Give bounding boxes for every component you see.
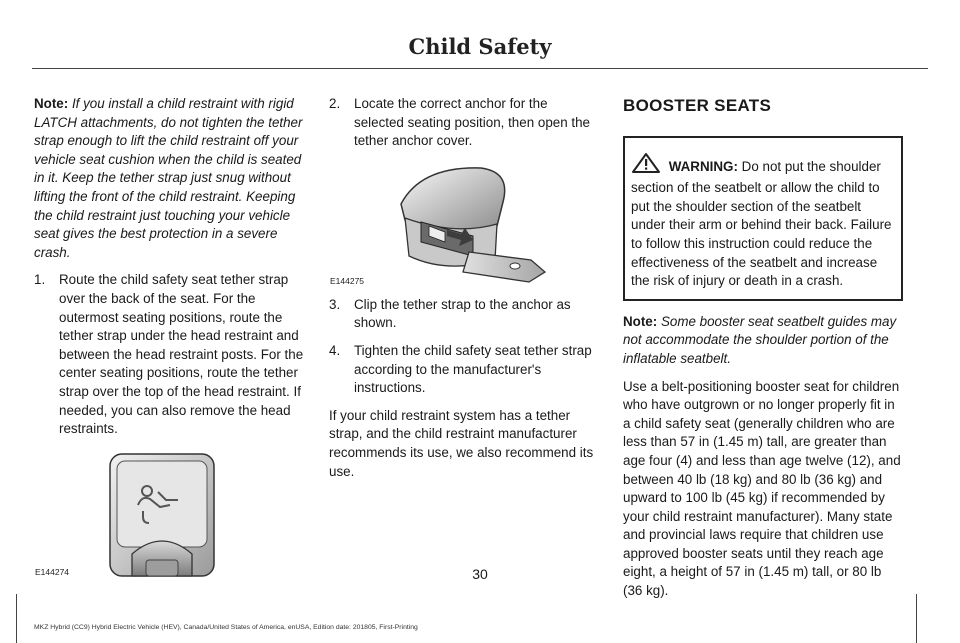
figure-label: E144275 xyxy=(330,275,365,286)
note-label: Note: xyxy=(623,313,658,329)
list-item xyxy=(329,296,601,333)
step-number: 1. xyxy=(34,272,46,288)
figure-label: E144274 xyxy=(35,566,70,577)
page-number: 30 xyxy=(472,566,488,582)
crop-mark xyxy=(16,594,17,643)
step-text: Locate the correct anchor for the selected seating position, then open the tether anchor cover. xyxy=(354,96,590,149)
warning-text: Do not put the shoulder section of the seatbelt or allow the child to put the shoulder section of the seatbelt under their arm or behind their back. Failure to follow this instruction could reduce the effectiveness of the seatbelt and increase the risk of injury or death in a crash. xyxy=(631,158,892,289)
crop-mark xyxy=(916,594,917,643)
step-text: Route the child safety seat tether strap over the back of the seat. For the outermost seating positions, route the tether strap under the head restraint and between the head restraint posts. For the center seating positions, route the tether strap over the top of the head restraint. If needed, you can also remove the head restraints. xyxy=(59,272,304,437)
header-divider xyxy=(32,68,928,69)
figure-tether-anchor-cover xyxy=(329,160,601,288)
body-paragraph: Use a belt-positioning booster seat for children who have outgrown or no longer properly fit in a child safety seat (generally children who are less than 57 in (1.45 m) tall, are greater than age four (4) and less than age twelve (12), and between 40 lb (18 kg) and 80 lb (36 kg) and upward to 100 lb (45 kg) if recommended by your child restraint manufacturer). Many state and provincial laws require that children use approved booster seats until they reach age eight, a height of 57 in (1.45 m) tall, or 80 lb (36 kg). xyxy=(623,378,901,599)
step-number: 4. xyxy=(329,342,341,358)
step-text: Tighten the child safety seat tether strap according to the manufacturer's instructions. xyxy=(354,342,592,396)
warning-box xyxy=(623,136,903,301)
warning-label: WARNING: xyxy=(668,158,738,174)
note-label: Note: xyxy=(34,96,69,111)
steps-list xyxy=(329,95,601,151)
list-item xyxy=(329,95,601,151)
warning-triangle-icon xyxy=(631,152,661,180)
note-text: If you install a child restraint with rigid LATCH attachments, do not tighten the tether strap enough to lift the child restraint off your vehicle seat cushion when the child is seated in it. Keep the tether strap just snug without lifting the front of the child restraint. Keeping the child restraint just touching your vehicle seat gives the best protection in a severe crash. xyxy=(34,96,303,260)
page-title: Child Safety xyxy=(408,34,552,59)
step-number: 2. xyxy=(329,96,341,111)
column-right xyxy=(623,95,903,610)
step-number: 3. xyxy=(329,296,341,312)
body-paragraph: If your child restraint system has a tether strap, and the child restraint manufacturer recommends its use, we also recommend its use. xyxy=(329,407,594,479)
list-item xyxy=(34,271,306,438)
list-item xyxy=(329,342,601,398)
footer-edition-text: MKZ Hybrid (CC9) Hybrid Electric Vehicle (HEV), Canada/United States of America, enUSA, Edition date: 201805, First-Printing xyxy=(34,624,418,631)
steps-list xyxy=(329,296,601,398)
note-text: Some booster seat seatbelt guides may not accommodate the shoulder portion of the inflatable seatbelt. xyxy=(623,313,897,366)
column-middle xyxy=(329,95,601,490)
figure-tether-seatback xyxy=(34,448,306,578)
section-heading: BOOSTER SEATS xyxy=(623,96,772,115)
anchor-cover-illustration xyxy=(329,160,601,288)
note-paragraph xyxy=(34,95,306,262)
column-left xyxy=(34,95,306,578)
steps-list xyxy=(34,271,306,438)
step-text: Clip the tether strap to the anchor as shown. xyxy=(354,296,571,331)
note-paragraph xyxy=(623,313,903,369)
seatback-anchor-illustration xyxy=(34,448,306,578)
